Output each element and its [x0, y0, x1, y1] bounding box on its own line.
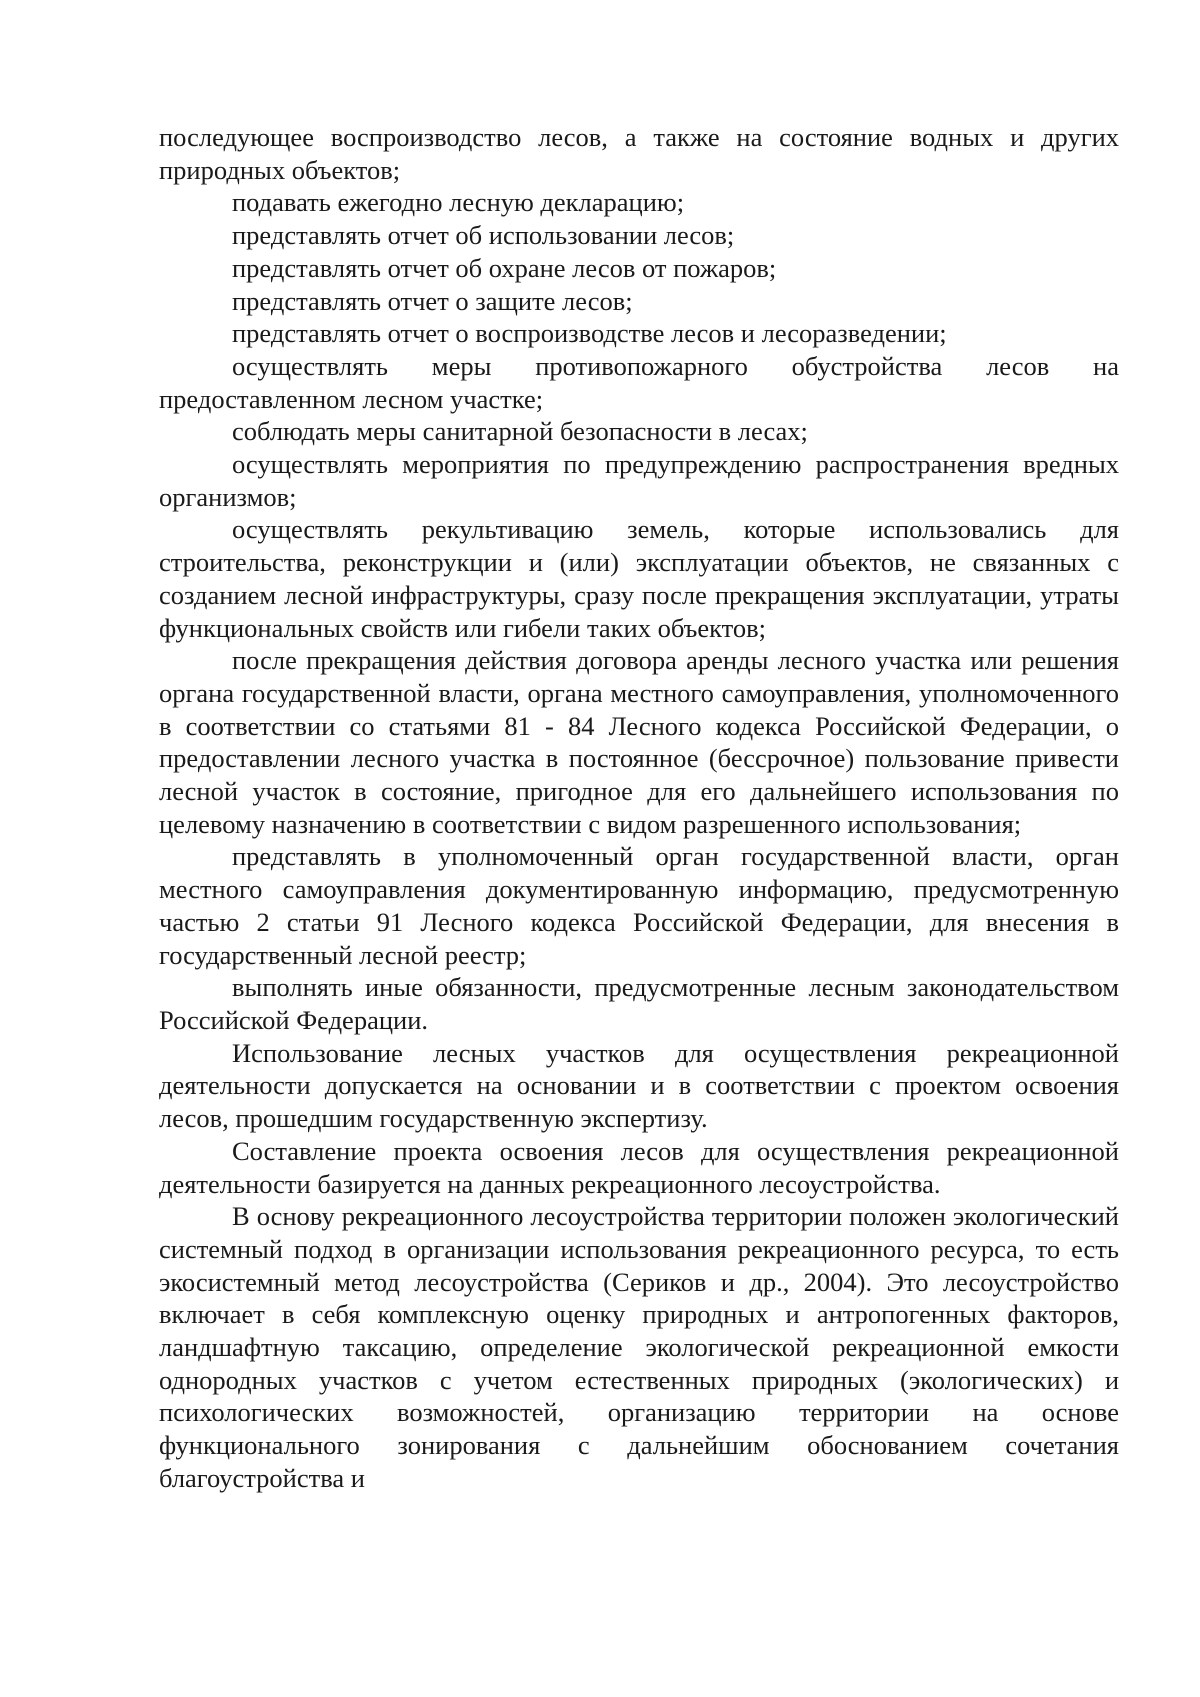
- paragraph-continuation: последующее воспроизводство лесов, а также на состояние водных и других природных объектов;: [159, 122, 1119, 185]
- paragraph: осуществлять меры противопожарного обустройства лесов на предоставленном лесном участке;: [159, 350, 1119, 414]
- paragraph: представлять отчет об использовании лесов;: [232, 220, 735, 251]
- paragraph: представлять в уполномоченный орган государственной власти, орган местного самоуправления документированную информацию, предусмотренную частью 2 статьи 91 Лесного кодекса Российской Федерации, для внесения в государственный лесной реестр;: [159, 841, 1119, 970]
- paragraph: представлять отчет о защите лесов;: [232, 285, 633, 316]
- paragraph: представлять отчет об охране лесов от пожаров;: [232, 252, 777, 283]
- paragraph: Использование лесных участков для осуществления рекреационной деятельности допускается на основании и в соответствии с проектом освоения лесов, прошедшим государственную экспертизу.: [159, 1037, 1119, 1134]
- paragraph: соблюдать меры санитарной безопасности в лесах;: [232, 416, 808, 447]
- paragraph: после прекращения действия договора аренды лесного участка или решения органа государственной власти, органа местного самоуправления, уполномоченного в соответствии со статьями 81 - 84 Лесного кодекса Российской Федерации, о предоставлении лесного участка в постоянное (бессрочное) пользование привести лесной участок в состояние, пригодное для его дальнейшего использования по целевому назначению в соответствии с видом разрешенного использования;: [159, 645, 1119, 839]
- paragraph: осуществлять рекультивацию земель, которые использовались для строительства, реконструкции и (или) эксплуатации объектов, не связанных с созданием лесной инфраструктуры, сразу после прекращения эксплуатации, утраты функциональных свойств или гибели таких объектов;: [159, 514, 1119, 643]
- paragraph: осуществлять мероприятия по предупреждению распространения вредных организмов;: [159, 449, 1119, 512]
- paragraph: Составление проекта освоения лесов для осуществления рекреационной деятельности базируется на данных рекреационного лесоустройства.: [159, 1135, 1119, 1199]
- paragraph: представлять отчет о воспроизводстве лесов и лесоразведении;: [232, 318, 947, 349]
- paragraph: выполнять иные обязанности, предусмотренные лесным законодательством Российской Федерации.: [159, 972, 1119, 1035]
- paragraph: В основу рекреационного лесоустройства территории положен экологический системный подход в организации использования рекреационного ресурса, то есть экосистемный метод лесоустройства (Сериков и др., 2004). Это лесоустройство включает в себя комплексную оценку природных и антропогенных факторов, ландшафтную таксацию, определение экологической рекреационной емкости однородных участков с учетом естественных природных (экологических) и психологических возможностей, организацию территории на основе функционального зонирования с дальнейшим обоснованием сочетания благоустройства и: [159, 1201, 1119, 1493]
- document-body: [159, 121, 1119, 1495]
- paragraph: подавать ежегодно лесную декларацию;: [232, 187, 685, 218]
